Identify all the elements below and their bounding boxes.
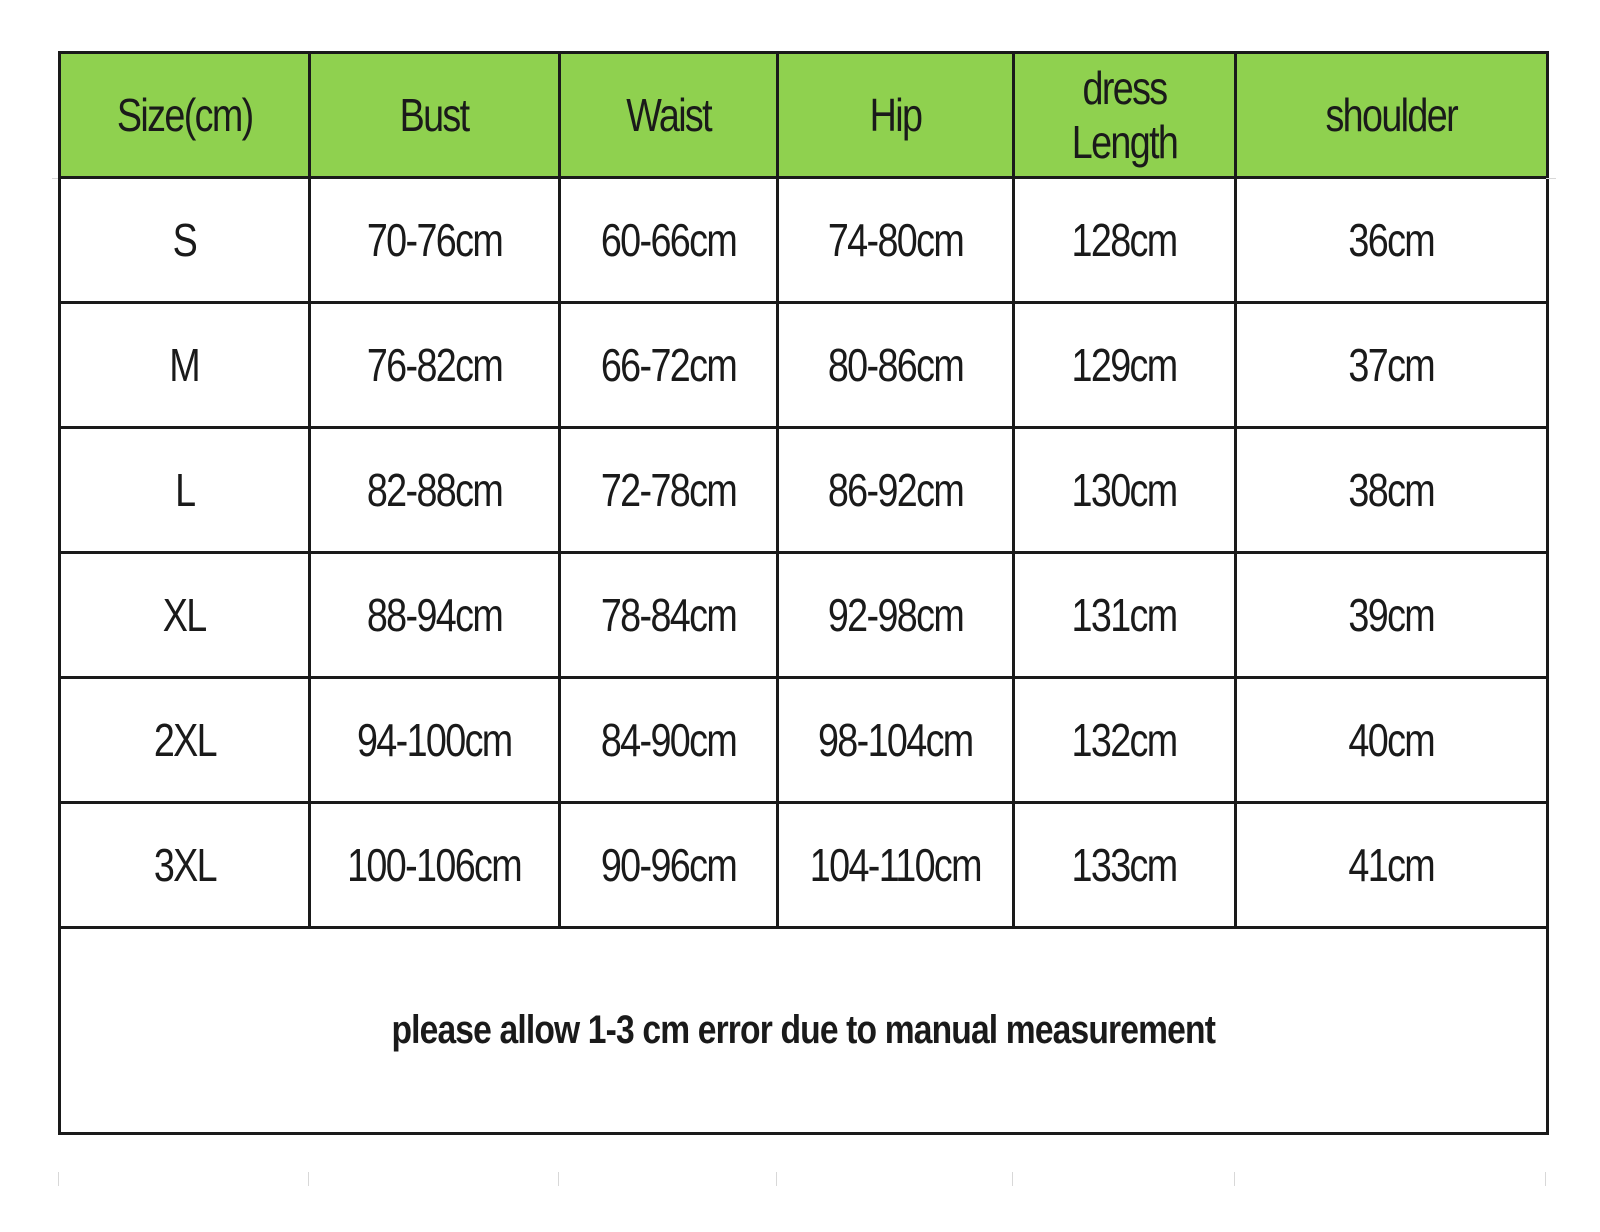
- hip-cell: 74-80cm: [778, 178, 1014, 303]
- header-dress-length: dress Length: [1014, 53, 1236, 178]
- dress-length-cell: 128cm: [1014, 178, 1236, 303]
- bust-cell: 100-106cm: [310, 803, 560, 928]
- bust-cell: 88-94cm: [310, 553, 560, 678]
- waist-cell: 66-72cm: [560, 303, 778, 428]
- table-row-l: [60, 428, 1548, 553]
- grid-line: [52, 178, 58, 179]
- shoulder-cell: 38cm: [1236, 428, 1548, 553]
- size-cell: L: [60, 428, 310, 553]
- size-cell: 2XL: [60, 678, 310, 803]
- header-bust: Bust: [310, 53, 560, 178]
- grid-line: [1545, 1172, 1546, 1186]
- dress-length-cell: 133cm: [1014, 803, 1236, 928]
- size-cell: XL: [60, 553, 310, 678]
- waist-cell: 90-96cm: [560, 803, 778, 928]
- header-waist: Waist: [560, 53, 778, 178]
- measurement-note: please allow 1-3 cm error due to manual measurement: [60, 928, 1548, 1134]
- grid-line: [776, 1172, 777, 1186]
- bust-cell: 76-82cm: [310, 303, 560, 428]
- header-size: Size(cm): [60, 53, 310, 178]
- table-row-m: [60, 303, 1548, 428]
- dress-length-cell: 132cm: [1014, 678, 1236, 803]
- measurement-note-row: [60, 928, 1548, 1134]
- waist-cell: 72-78cm: [560, 428, 778, 553]
- shoulder-cell: 39cm: [1236, 553, 1548, 678]
- shoulder-cell: 40cm: [1236, 678, 1548, 803]
- grid-line: [558, 1172, 559, 1186]
- grid-line: [308, 1172, 309, 1186]
- size-cell: 3XL: [60, 803, 310, 928]
- grid-line: [1012, 1172, 1013, 1186]
- table-row-3xl: [60, 803, 1548, 928]
- hip-cell: 86-92cm: [778, 428, 1014, 553]
- table-row-s: [60, 178, 1548, 303]
- header-shoulder: shoulder: [1236, 53, 1548, 178]
- waist-cell: 60-66cm: [560, 178, 778, 303]
- hip-cell: 98-104cm: [778, 678, 1014, 803]
- grid-line: [1546, 178, 1556, 179]
- bust-cell: 70-76cm: [310, 178, 560, 303]
- hip-cell: 92-98cm: [778, 553, 1014, 678]
- bust-cell: 94-100cm: [310, 678, 560, 803]
- hip-cell: 80-86cm: [778, 303, 1014, 428]
- size-chart-table: [58, 51, 1549, 1135]
- waist-cell: 84-90cm: [560, 678, 778, 803]
- shoulder-cell: 36cm: [1236, 178, 1548, 303]
- grid-line: [1234, 1172, 1235, 1186]
- grid-line: [58, 1172, 59, 1186]
- shoulder-cell: 37cm: [1236, 303, 1548, 428]
- hip-cell: 104-110cm: [778, 803, 1014, 928]
- size-cell: M: [60, 303, 310, 428]
- header-hip: Hip: [778, 53, 1014, 178]
- dress-length-cell: 130cm: [1014, 428, 1236, 553]
- dress-length-cell: 131cm: [1014, 553, 1236, 678]
- size-cell: S: [60, 178, 310, 303]
- dress-length-cell: 129cm: [1014, 303, 1236, 428]
- bust-cell: 82-88cm: [310, 428, 560, 553]
- waist-cell: 78-84cm: [560, 553, 778, 678]
- table-header-row: [60, 53, 1548, 178]
- table-row-xl: [60, 553, 1548, 678]
- table-row-2xl: [60, 678, 1548, 803]
- shoulder-cell: 41cm: [1236, 803, 1548, 928]
